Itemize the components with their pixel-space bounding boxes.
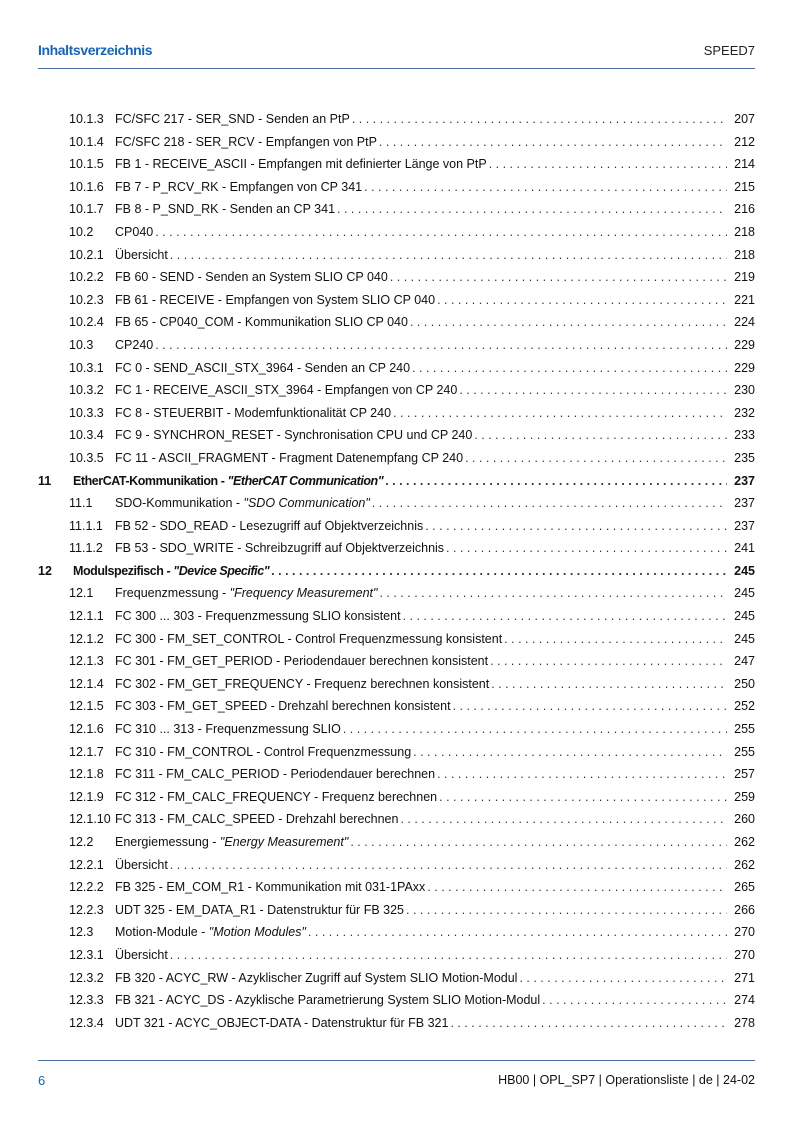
- toc-entry-page: 250: [734, 676, 755, 691]
- toc-entry-title: [115, 921, 306, 944]
- toc-dot-leader: [403, 605, 727, 628]
- toc-entry[interactable]: [38, 628, 755, 651]
- toc-entry-number: 12.2.3: [69, 902, 104, 917]
- toc-entry-title-text: UDT 321 - ACYC_OBJECT-DATA - Datenstruktur für FB 321: [115, 1015, 449, 1030]
- toc-entry-title: [73, 560, 269, 583]
- toc-entry-title: [115, 831, 348, 854]
- toc-entry-page: 245: [734, 609, 755, 624]
- toc-entry-title-text: FC 302 - FM_GET_FREQUENCY - Frequenz berechnen konsistent: [115, 676, 490, 691]
- toc-entry-title-text: FC 311 - FM_CALC_PERIOD - Periodendauer berechnen: [115, 767, 436, 782]
- toc-dot-leader: [308, 921, 727, 944]
- toc-entry-page: 257: [734, 767, 755, 782]
- toc-entry-number: 10.2.4: [69, 315, 104, 330]
- toc-entry-page: 219: [734, 270, 755, 285]
- toc-entry-english-title: "Frequency Measurement": [229, 586, 378, 601]
- toc-entry-page: 229: [734, 337, 755, 352]
- toc-entry[interactable]: [38, 198, 755, 221]
- toc-entry-title-text: FB 60 - SEND - Senden an System SLIO CP 040: [115, 270, 388, 285]
- toc-entry-title-text: CP040: [115, 224, 154, 239]
- toc-entry-title-text: Übersicht: [115, 947, 168, 962]
- toc-entry[interactable]: [38, 311, 755, 334]
- toc-entry-title-text: FB 320 - ACYC_RW - Azyklischer Zugriff auf System SLIO Motion-Modul: [115, 970, 518, 985]
- toc-dot-leader: [379, 131, 727, 154]
- toc-entry[interactable]: [38, 176, 755, 199]
- toc-entry[interactable]: [38, 718, 755, 741]
- toc-entry-title: [115, 424, 472, 447]
- toc-entry-title-text: FB 52 - SDO_READ - Lesezugriff auf Objektverzeichnis: [115, 518, 424, 533]
- toc-entry[interactable]: [38, 470, 755, 493]
- toc-entry-page: 245: [734, 563, 755, 578]
- toc-entry-title: [115, 447, 463, 470]
- toc-dot-leader: [170, 854, 727, 877]
- toc-entry-page: 232: [734, 405, 755, 420]
- toc-entry-page: 233: [734, 428, 755, 443]
- toc-entry-title-text: FB 61 - RECEIVE - Empfangen von System SLIO CP 040: [115, 292, 436, 307]
- toc-entry-page: 237: [734, 518, 755, 533]
- toc-entry[interactable]: [38, 424, 755, 447]
- toc-entry[interactable]: [38, 673, 755, 696]
- toc-entry-title: [115, 899, 404, 922]
- toc-entry-number: 11: [38, 473, 52, 488]
- toc-entry-title: [115, 357, 410, 380]
- toc-entry[interactable]: [38, 808, 755, 831]
- toc-entry-number: 10.1.5: [69, 157, 104, 172]
- toc-dot-leader: [439, 786, 727, 809]
- table-of-contents: [38, 108, 755, 1034]
- toc-entry-number: 12.3.1: [69, 947, 104, 962]
- toc-entry-title: [115, 989, 540, 1012]
- toc-entry-title-text: FB 1 - RECEIVE_ASCII - Empfangen mit definierter Länge von PtP: [115, 157, 487, 172]
- toc-entry-page: 278: [734, 1015, 755, 1030]
- toc-entry-title: [115, 198, 335, 221]
- toc-entry-english-title: "Energy Measurement": [219, 835, 349, 849]
- toc-dot-leader: [390, 266, 727, 289]
- toc-entry-page: 274: [734, 993, 755, 1008]
- toc-entry-number: 12.3.3: [69, 993, 104, 1008]
- toc-entry-page: 265: [734, 880, 755, 895]
- page-header: [38, 40, 755, 69]
- toc-entry[interactable]: [38, 492, 755, 515]
- toc-entry-page: 262: [734, 835, 755, 849]
- toc-entry-number: 11.1: [69, 496, 93, 511]
- toc-entry-title-text: FC 300 ... 303 - Frequenzmessung SLIO konsistent: [115, 609, 401, 624]
- toc-entry-page: 255: [734, 722, 755, 737]
- toc-entry-title: [115, 379, 457, 402]
- toc-entry-title-text: Energiemessung -: [115, 835, 220, 849]
- toc-entry[interactable]: [38, 537, 755, 560]
- toc-entry-title-text: FC 312 - FM_CALC_FREQUENCY - Frequenz berechnen: [115, 789, 438, 804]
- footer-page-number: 6: [38, 1073, 46, 1088]
- toc-dot-leader: [352, 108, 727, 131]
- toc-entry[interactable]: [38, 221, 755, 244]
- toc-entry-number: 12.1.10: [69, 812, 111, 827]
- toc-dot-leader: [519, 967, 727, 990]
- toc-entry-number: 12.3: [69, 925, 94, 940]
- toc-entry-title-text: Übersicht: [115, 247, 168, 262]
- toc-dot-leader: [437, 289, 727, 312]
- toc-entry-title-text: FB 8 - P_SND_RK - Senden an CP 341: [115, 202, 336, 217]
- toc-entry-number: 10.2.2: [69, 270, 104, 285]
- toc-dot-leader: [337, 198, 727, 221]
- toc-entry[interactable]: [38, 944, 755, 967]
- toc-entry-page: 218: [734, 247, 755, 262]
- toc-entry-title-text: FB 7 - P_RCV_RK - Empfangen von CP 341: [115, 179, 363, 194]
- toc-entry-page: 241: [734, 541, 755, 556]
- toc-entry-number: 12.1.6: [69, 722, 104, 737]
- toc-entry-page: 262: [734, 857, 755, 872]
- toc-entry[interactable]: [38, 131, 755, 154]
- toc-entry[interactable]: [38, 357, 755, 380]
- toc-dot-leader: [413, 741, 727, 764]
- toc-entry[interactable]: [38, 1012, 755, 1035]
- toc-entry[interactable]: [38, 560, 755, 583]
- toc-entry-number: 12.2.1: [69, 857, 104, 872]
- toc-entry-title: [115, 854, 168, 877]
- toc-dot-leader: [437, 763, 727, 786]
- toc-entry-number: 12.1.4: [69, 676, 104, 691]
- toc-entry-page: 215: [734, 179, 755, 194]
- toc-entry-number: 10.3.3: [69, 405, 104, 420]
- toc-entry-title-text: FC 1 - RECEIVE_ASCII_STX_3964 - Empfangen von CP 240: [115, 383, 458, 398]
- toc-entry[interactable]: [38, 741, 755, 764]
- toc-dot-leader: [343, 718, 727, 741]
- toc-entry-page: 212: [734, 134, 755, 149]
- toc-dot-leader: [170, 944, 727, 967]
- toc-entry[interactable]: [38, 447, 755, 470]
- toc-entry[interactable]: [38, 244, 755, 267]
- toc-entry-page: 207: [734, 112, 755, 126]
- toc-entry-page: 216: [734, 202, 755, 217]
- toc-entry-number: 10.1.3: [69, 112, 104, 126]
- toc-entry-page: 218: [734, 224, 755, 239]
- toc-entry-title: [115, 786, 437, 809]
- toc-dot-leader: [350, 831, 727, 854]
- toc-entry[interactable]: [38, 582, 755, 605]
- toc-entry[interactable]: [38, 786, 755, 809]
- header-section-title: Inhaltsverzeichnis: [38, 42, 153, 58]
- toc-entry-number: 10.1.7: [69, 202, 104, 217]
- toc-dot-leader: [170, 244, 727, 267]
- header-product-name: SPEED7: [703, 43, 755, 58]
- toc-entry[interactable]: [38, 289, 755, 312]
- toc-dot-leader: [491, 673, 727, 696]
- toc-entry-title: [115, 876, 425, 899]
- toc-entry[interactable]: [38, 854, 755, 877]
- toc-entry-page: 237: [734, 473, 755, 488]
- toc-entry-page: 245: [734, 586, 755, 601]
- toc-entry-number: 10.2.1: [69, 247, 104, 262]
- toc-entry-number: 12.1.9: [69, 789, 104, 804]
- toc-entry-number: 12.3.2: [69, 970, 104, 985]
- toc-dot-leader: [379, 582, 727, 605]
- toc-dot-leader: [474, 424, 727, 447]
- toc-entry-title: [115, 650, 488, 673]
- toc-dot-leader: [155, 221, 727, 244]
- toc-dot-leader: [425, 515, 727, 538]
- toc-entry-page: 235: [734, 450, 755, 465]
- toc-entry-title-text: FB 325 - EM_COM_R1 - Kommunikation mit 031-1PAxx: [115, 880, 426, 895]
- toc-entry-title-text: EtherCAT-Kommunikation -: [73, 473, 228, 488]
- toc-entry[interactable]: [38, 266, 755, 289]
- toc-entry[interactable]: [38, 379, 755, 402]
- toc-entry-title-text: FC 0 - SEND_ASCII_STX_3964 - Senden an CP 240: [115, 360, 411, 375]
- toc-dot-leader: [400, 808, 727, 831]
- toc-entry-number: 12.1.5: [69, 699, 104, 714]
- toc-entry-title-text: Frequenzmessung -: [115, 586, 230, 601]
- toc-entry-number: 10.1.4: [69, 134, 104, 149]
- toc-entry-page: 221: [734, 292, 755, 307]
- toc-dot-leader: [364, 176, 727, 199]
- toc-entry-number: 12: [38, 563, 52, 578]
- toc-entry-page: 270: [734, 925, 755, 940]
- toc-entry-number: 12.2: [69, 835, 94, 849]
- toc-entry-number: 12.1.1: [69, 609, 104, 624]
- toc-entry-title: [115, 402, 391, 425]
- toc-entry-title: [115, 582, 377, 605]
- toc-entry-title: [115, 741, 411, 764]
- toc-entry[interactable]: [38, 899, 755, 922]
- toc-entry[interactable]: [38, 334, 755, 357]
- toc-entry-title: [115, 515, 423, 538]
- toc-dot-leader: [450, 1012, 727, 1035]
- toc-dot-leader: [465, 447, 727, 470]
- toc-dot-leader: [406, 899, 727, 922]
- toc-entry-page: 271: [734, 970, 755, 985]
- toc-dot-leader: [372, 492, 727, 515]
- toc-entry[interactable]: [38, 108, 755, 131]
- toc-entry-number: 10.3.2: [69, 383, 104, 398]
- toc-entry-title-text: FC 310 - FM_CONTROL - Control Frequenzmessung: [115, 744, 412, 759]
- toc-entry-number: 11.1.1: [69, 518, 103, 533]
- toc-entry-page: 229: [734, 360, 755, 375]
- toc-entry-page: 245: [734, 631, 755, 646]
- toc-entry-number: 12.1.7: [69, 744, 104, 759]
- toc-entry-number: 12.1.8: [69, 767, 104, 782]
- toc-entry[interactable]: [38, 921, 755, 944]
- toc-entry-page: 259: [734, 789, 755, 804]
- toc-entry-title: [115, 221, 153, 244]
- toc-entry-title: [115, 108, 350, 131]
- toc-entry-number: 12.1.2: [69, 631, 104, 646]
- toc-entry-title: [115, 537, 444, 560]
- toc-dot-leader: [542, 989, 727, 1012]
- toc-entry-title: [115, 266, 388, 289]
- toc-entry-page: 224: [734, 315, 755, 330]
- toc-entry-title-text: FC 9 - SYNCHRON_RESET - Synchronisation CPU und CP 240: [115, 428, 473, 443]
- toc-dot-leader: [385, 470, 727, 493]
- toc-dot-leader: [412, 357, 727, 380]
- toc-entry[interactable]: [38, 695, 755, 718]
- toc-entry-page: 260: [734, 812, 755, 827]
- toc-entry-page: 252: [734, 699, 755, 714]
- toc-entry-number: 10.2.3: [69, 292, 104, 307]
- toc-entry-english-title: "SDO Communication": [243, 496, 370, 511]
- toc-entry-title: [115, 718, 341, 741]
- toc-entry[interactable]: [38, 763, 755, 786]
- toc-entry-number: 10.3.5: [69, 450, 104, 465]
- toc-entry-title: [115, 628, 502, 651]
- toc-entry-number: 10.1.6: [69, 179, 104, 194]
- toc-entry[interactable]: [38, 515, 755, 538]
- toc-entry-number: 12.2.2: [69, 880, 104, 895]
- toc-entry-title-text: FB 321 - ACYC_DS - Azyklische Parametrierung System SLIO Motion-Modul: [115, 993, 541, 1008]
- toc-entry-page: 247: [734, 654, 755, 669]
- toc-entry-title-text: FC 301 - FM_GET_PERIOD - Periodendauer berechnen konsistent: [115, 654, 489, 669]
- toc-entry-title: [115, 763, 435, 786]
- toc-entry-number: 10.3.4: [69, 428, 104, 443]
- toc-entry-title-text: Modulspezifisch -: [73, 563, 174, 578]
- toc-entry-title-text: Motion-Module -: [115, 925, 209, 940]
- toc-entry-title: [115, 311, 408, 334]
- toc-entry-title: [115, 967, 517, 990]
- toc-entry-title: [115, 334, 153, 357]
- toc-entry[interactable]: [38, 153, 755, 176]
- toc-dot-leader: [446, 537, 727, 560]
- toc-dot-leader: [459, 379, 727, 402]
- toc-entry-title-text: FC 8 - STEUERBIT - Modemfunktionalität CP 240: [115, 405, 392, 420]
- toc-entry-title-text: UDT 325 - EM_DATA_R1 - Datenstruktur für FB 325: [115, 902, 404, 917]
- toc-entry-page: 270: [734, 947, 755, 962]
- toc-entry-number: 10.3.1: [69, 360, 104, 375]
- toc-dot-leader: [410, 311, 727, 334]
- toc-dot-leader: [393, 402, 727, 425]
- toc-entry-english-title: "Motion Modules": [208, 925, 306, 940]
- toc-entry-title-text: FC 303 - FM_GET_SPEED - Drehzahl berechnen konsistent: [115, 699, 451, 714]
- toc-dot-leader: [490, 650, 727, 673]
- toc-entry-number: 10.2: [69, 224, 94, 239]
- toc-entry-title: [115, 492, 370, 515]
- toc-entry-title: [115, 176, 362, 199]
- toc-entry[interactable]: [38, 650, 755, 673]
- toc-entry[interactable]: [38, 605, 755, 628]
- toc-entry-number: 12.3.4: [69, 1015, 104, 1030]
- toc-entry-page: 230: [734, 383, 755, 398]
- toc-entry-english-title: "Device Specific": [173, 563, 270, 578]
- toc-dot-leader: [453, 695, 727, 718]
- toc-entry-title: [115, 605, 401, 628]
- toc-entry-english-title: "EtherCAT Communication": [227, 473, 384, 488]
- toc-entry-page: 237: [734, 496, 755, 511]
- toc-entry-title-text: Übersicht: [115, 857, 168, 872]
- toc-entry-title-text: FB 65 - CP040_COM - Kommunikation SLIO CP 040: [115, 315, 408, 330]
- toc-entry[interactable]: [38, 402, 755, 425]
- toc-entry-title-text: SDO-Kommunikation -: [115, 496, 244, 511]
- toc-entry-title-text: FC/SFC 217 - SER_SND - Senden an PtP: [115, 112, 350, 126]
- toc-dot-leader: [427, 876, 727, 899]
- toc-entry-title: [115, 131, 377, 154]
- toc-entry-title: [115, 289, 435, 312]
- page-footer: [38, 1060, 755, 1101]
- toc-dot-leader: [504, 628, 727, 651]
- toc-entry[interactable]: [38, 831, 755, 854]
- toc-entry-title: [115, 944, 168, 967]
- toc-entry-title: [115, 153, 487, 176]
- toc-entry-number: 12.1: [69, 586, 94, 601]
- toc-entry-title: [115, 1012, 448, 1035]
- toc-entry-number: 10.3: [69, 337, 94, 352]
- toc-dot-leader: [489, 153, 727, 176]
- footer-document-info: HB00 | OPL_SP7 | Operationsliste | de | 24-02: [498, 1073, 755, 1087]
- toc-entry-title-text: FC 310 ... 313 - Frequenzmessung SLIO: [115, 722, 341, 737]
- toc-entry-title-text: FC/SFC 218 - SER_RCV - Empfangen von PtP: [115, 134, 377, 149]
- toc-entry-number: 12.1.3: [69, 654, 104, 669]
- toc-entry-title: [115, 808, 398, 831]
- toc-dot-leader: [155, 334, 727, 357]
- toc-entry-title: [115, 673, 489, 696]
- toc-entry-title-text: FC 11 - ASCII_FRAGMENT - Fragment Datenempfang CP 240: [115, 450, 464, 465]
- toc-entry-title: [73, 470, 383, 493]
- toc-dot-leader: [271, 560, 727, 583]
- toc-entry-page: 266: [734, 902, 755, 917]
- toc-entry[interactable]: [38, 967, 755, 990]
- toc-entry-title-text: FC 313 - FM_CALC_SPEED - Drehzahl berechnen: [115, 812, 399, 827]
- toc-entry-title-text: FC 300 - FM_SET_CONTROL - Control Frequenzmessung konsistent: [115, 631, 503, 646]
- toc-entry-page: 214: [734, 157, 755, 172]
- toc-entry-title-text: CP240: [115, 337, 154, 352]
- toc-entry-title: [115, 244, 168, 267]
- toc-entry-title: [115, 695, 451, 718]
- toc-entry-number: 11.1.2: [69, 541, 103, 556]
- toc-entry-page: 255: [734, 744, 755, 759]
- toc-entry-title-text: FB 53 - SDO_WRITE - Schreibzugriff auf Objektverzeichnis: [115, 541, 445, 556]
- toc-entry[interactable]: [38, 989, 755, 1012]
- toc-entry[interactable]: [38, 876, 755, 899]
